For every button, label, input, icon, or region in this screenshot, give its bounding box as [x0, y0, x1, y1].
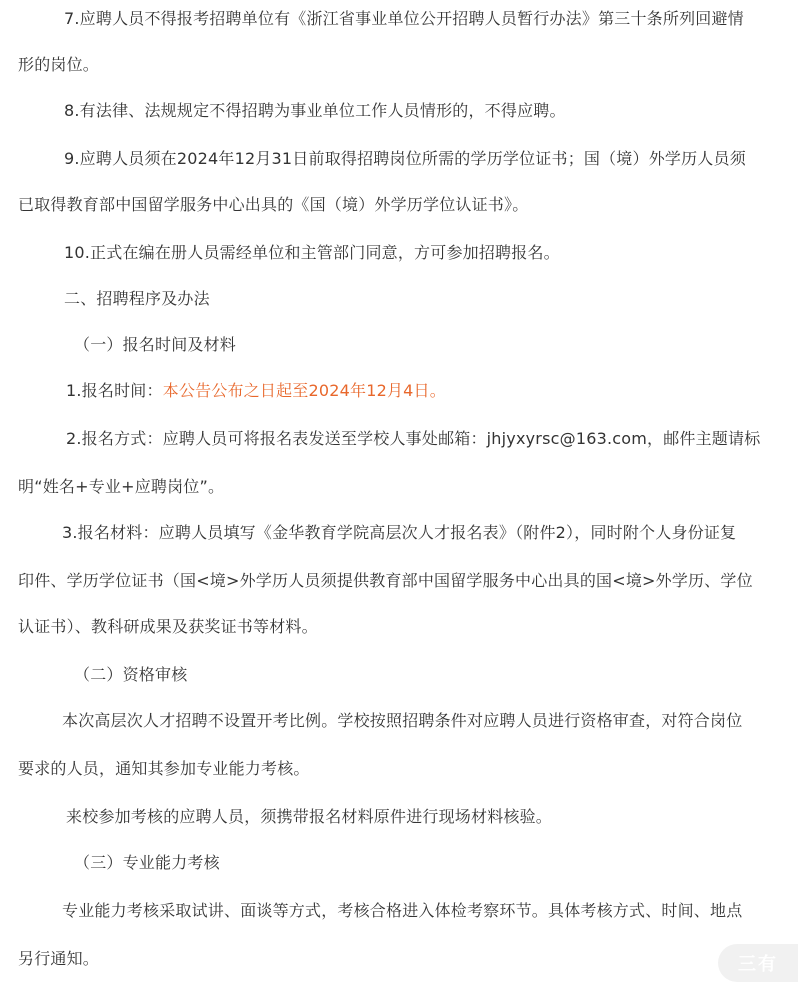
para-8: 8.有法律、法规规定不得招聘为事业单位工作人员情形的，不得应聘。	[64, 101, 566, 120]
review-line-3: 来校参加考核的应聘人员，须携带报名材料原件进行现场材料核验。	[66, 807, 553, 826]
registration-time	[66, 380, 800, 402]
para-10: 10.正式在编在册人员需经单位和主管部门同意，方可参加招聘报名。	[64, 243, 560, 262]
subsection-3-heading: （三）专业能力考核	[74, 853, 220, 872]
registration-time-value: 本公告公布之日起至2024年12月4日。	[162, 381, 446, 400]
registration-method-line-1: 2.报名方式：应聘人员可将报名表发送至学校人事处邮箱：jhjyxyrsc@163.com，邮件主题请标	[66, 429, 761, 448]
subsection-1-heading: （一）报名时间及材料	[74, 335, 237, 354]
para-9-line-1: 9.应聘人员须在2024年12月31日前取得招聘岗位所需的学历学位证书；国（境）外学历人员须	[64, 149, 746, 168]
exam-line-2: 另行通知。	[18, 949, 100, 968]
registration-time-label: 1.报名时间：	[66, 381, 163, 400]
subsection-2-heading: （二）资格审核	[74, 665, 188, 684]
registration-method-line-2: 明“姓名+专业+应聘岗位”。	[18, 477, 225, 496]
exam-line-1: 专业能力考核采取试讲、面谈等方式，考核合格进入体检考察环节。具体考核方式、时间、地点	[62, 901, 743, 920]
registration-material-line-2: 印件、学历学位证书（国<境>外学历人员须提供教育部中国留学服务中心出具的国<境>外学历、学位	[18, 571, 753, 590]
floating-menu-label: 三有	[738, 954, 778, 975]
section-2-heading: 二、招聘程序及办法	[64, 289, 210, 308]
review-line-1: 本次高层次人才招聘不设置开考比例。学校按照招聘条件对应聘人员进行资格审查，对符合岗位	[62, 711, 743, 730]
floating-menu-button[interactable]	[718, 944, 798, 982]
para-7-line-1: 7.应聘人员不得报考招聘单位有《浙江省事业单位公开招聘人员暂行办法》第三十条所列回避情	[64, 9, 744, 28]
registration-material-line-3: 认证书）、教科研成果及获奖证书等材料。	[18, 617, 318, 636]
para-9-line-2: 已取得教育部中国留学服务中心出具的《国（境）外学历学位认证书》。	[18, 195, 529, 214]
registration-material-line-1: 3.报名材料：应聘人员填写《金华教育学院高层次人才报名表》（附件2），同时附个人身份证复	[62, 523, 737, 542]
para-7-line-2: 形的岗位。	[18, 55, 100, 74]
review-line-2: 要求的人员，通知其参加专业能力考核。	[18, 759, 310, 778]
